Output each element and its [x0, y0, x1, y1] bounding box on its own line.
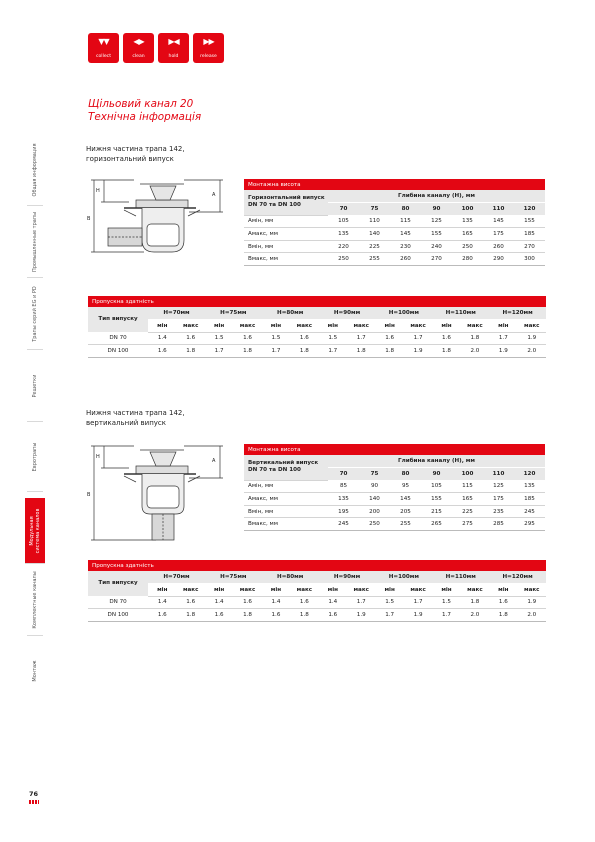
table-row: Bмін, мм 220 225 230 240 250 260 270	[244, 240, 545, 253]
col-header: 80	[390, 203, 421, 216]
sidebar-item-eurodrains[interactable]: Евротрапы	[27, 422, 43, 492]
horizontal-outlet-drawing	[84, 172, 234, 262]
table-row: DN 70 1.4 1.6 1.5 1.6 1.5 1.6 1.5 1.7 1.6 1.7 1.6 1.8 1.7 1.9	[88, 332, 546, 345]
outlet-label-cell: Вертикальний випуск DN 70 та DN 100	[244, 455, 328, 480]
group-header: Глибина каналу (H), мм	[328, 455, 545, 468]
section-1-caption: Нижня частина трапа 142, горизонтальний випуск	[86, 145, 185, 163]
release-icon: ▶▶ release	[193, 33, 224, 63]
sidebar-item-modular-channels[interactable]: Модульная система каналов	[25, 498, 45, 564]
sidebar-item-industrial-drains[interactable]: Промышленные трапы	[27, 206, 43, 278]
dim-h-label: H	[96, 454, 100, 460]
sidebar-item-general[interactable]: Общая информация	[27, 134, 43, 206]
col-header: 80	[390, 468, 421, 481]
col-header: 70	[328, 468, 359, 481]
col-header: 100	[452, 468, 483, 481]
table-row: Aмакс, мм 135 140 145 155 165 175 185	[244, 228, 545, 241]
col-header: 120	[514, 468, 545, 481]
table-row: DN 100 1.6 1.8 1.6 1.8 1.6 1.8 1.6 1.9 1.7 1.9 1.7 2.0 1.8 2.0	[88, 609, 546, 622]
collect-icon: ▼▼ collect	[88, 33, 119, 63]
section-2-caption: Нижня частина трапа 142, вертикальний випуск	[86, 409, 185, 427]
col-header: 90	[421, 468, 452, 481]
chapter-sidebar	[27, 134, 43, 706]
capacity-table-vertical: Пропускна здатність Тип випуску H=70мм H=75мм H=80мм H=90мм H=100мм H=110мм H=120мм мін макс мін макс мін макс мін макс мін макс мін макс мін макс DN 70 1.4 1.6 1.4 1.6 1.4 1.6 1.4 1.7 1.5 1.7 1.5 1.8 1.6 1.9 DN 100 1.6 1.8 1.6 1.8 1.6 1.8 1.6 1.9 1.7 1.9 1.7 2.0 1.8 2.0	[88, 560, 546, 622]
function-icons	[88, 33, 224, 63]
table-row: Aмін, мм 105 110 115 125 135 145 155	[244, 215, 545, 228]
group-header: Глибина каналу (H), мм	[328, 190, 545, 203]
col-header: 110	[483, 468, 514, 481]
dim-b-label: B	[87, 492, 91, 498]
dim-h-label: H	[96, 188, 100, 194]
col-header: 120	[514, 203, 545, 216]
mount-height-table-horizontal	[244, 179, 545, 266]
capacity-table-horizontal: Пропускна здатність Тип випуску H=70мм H=75мм H=80мм H=90мм H=100мм H=110мм H=120мм мін макс мін макс мін макс мін макс мін макс мін макс мін макс DN 70 1.4 1.6 1.5 1.6 1.5 1.6 1.5 1.7 1.6 1.7 1.6 1.8 1.7 1.9 DN 100 1.6 1.8 1.7 1.8 1.7 1.8 1.7 1.8 1.8 1.9 1.8 2.0 1.9 2.0	[88, 296, 546, 358]
vertical-outlet-drawing	[84, 440, 234, 550]
mount-height-table-vertical	[244, 444, 545, 531]
table-row: Bмін, мм 195 200 205 215 225 235 245	[244, 505, 545, 518]
table-row: DN 70 1.4 1.6 1.4 1.6 1.4 1.6 1.4 1.7 1.5 1.7 1.5 1.8 1.6 1.9	[88, 596, 546, 609]
table-row: DN 100 1.6 1.8 1.7 1.8 1.7 1.8 1.7 1.8 1.8 1.9 1.8 2.0 1.9 2.0	[88, 345, 546, 358]
table-title: Монтажна висота	[244, 444, 545, 455]
table-title: Пропускна здатність	[88, 296, 546, 307]
sidebar-item-complete-channels[interactable]: Комплектные каналы	[27, 564, 43, 636]
dim-a-label: A	[212, 192, 216, 198]
dim-b-label: B	[87, 216, 91, 222]
table-title: Монтажна висота	[244, 179, 545, 190]
page-marker	[29, 800, 39, 804]
table-row: Aмін, мм 85 90 95 105 115 125 135	[244, 480, 545, 493]
table-row: Aмакс, мм 135 140 145 155 165 175 185	[244, 493, 545, 506]
outlet-label-cell: Горизонтальний випуск DN 70 та DN 100	[244, 190, 328, 215]
col-header: 110	[483, 203, 514, 216]
dim-a-label: A	[212, 458, 216, 464]
hold-icon: ▶◀ hold	[158, 33, 189, 63]
sidebar-item-installation[interactable]: Монтаж	[32, 660, 38, 682]
sidebar-item-eg-pd-drains[interactable]: Трапы серий EG и PD	[27, 278, 43, 350]
page-title: Щільовий канал 20 Технічна інформація	[88, 98, 202, 123]
col-header: 75	[359, 203, 390, 216]
page-number: 76	[29, 790, 39, 798]
col-header: 90	[421, 203, 452, 216]
clean-icon: ◀▶ clean	[123, 33, 154, 63]
table-title: Пропускна здатність	[88, 560, 546, 571]
table-row: Bмакс, мм 245 250 255 265 275 285 295	[244, 518, 545, 531]
sidebar-item-gratings[interactable]: Решетки	[27, 350, 43, 422]
col-header: 75	[359, 468, 390, 481]
col-header: 70	[328, 203, 359, 216]
table-row: Bмакс, мм 250 255 260 270 280 290 300	[244, 253, 545, 266]
col-header: 100	[452, 203, 483, 216]
